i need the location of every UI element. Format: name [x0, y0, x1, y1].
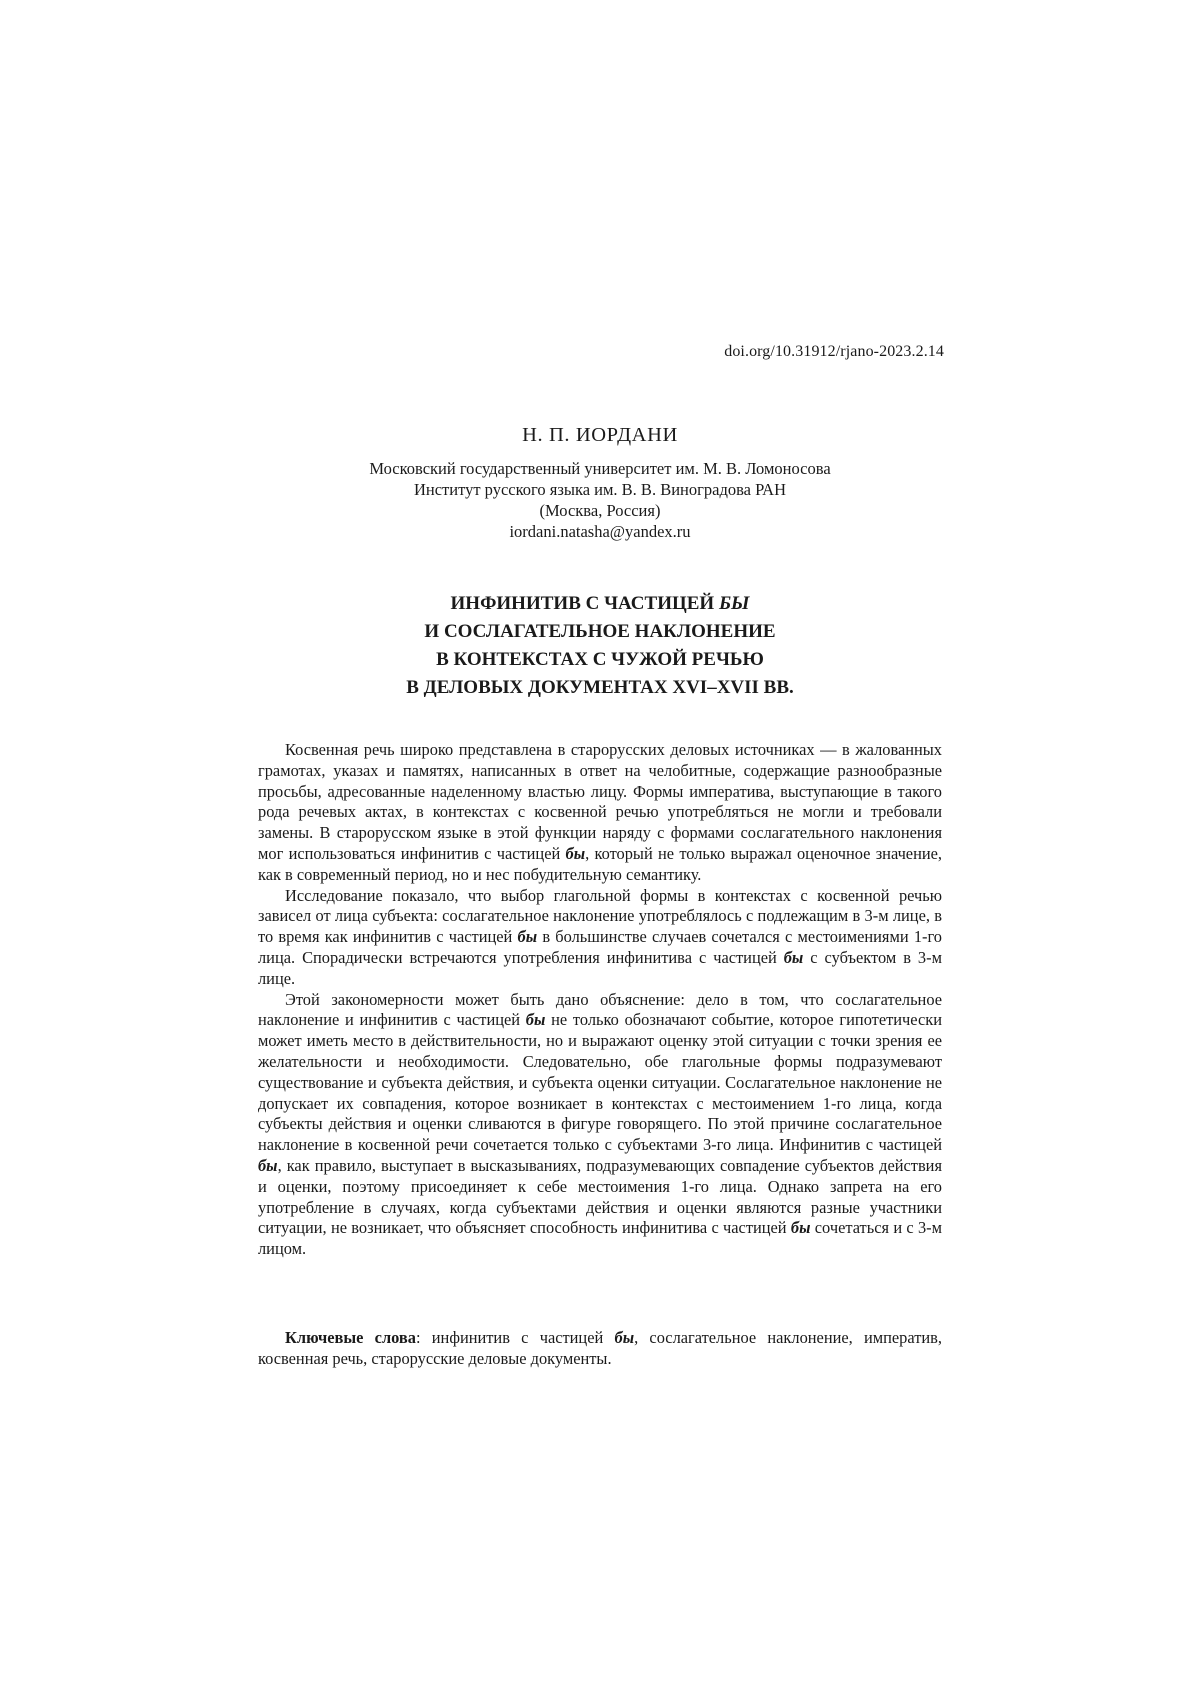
abstract	[258, 740, 942, 1260]
keywords-label: Ключевые слова	[285, 1328, 416, 1347]
abstract-p3-text-b: не только обозначают событие, которое гипотетически может иметь место в действительности, но и выражают оценку этой ситуации с точки зрения ее желательности и необходимости. Следовательно, обе глагольные формы подразумевают существование и субъекта действия, и субъекта оценки ситуации. Сослагательное наклонение не допускает их совпадения, которое возникает в контекстах с местоимением 1-го лица, когда субъекты действия и оценки сливаются в фигуре говорящего. По этой причине сослагательное наклонение в косвенной речи сочетается только с субъектами 3-го лица. Инфинитив с частицей	[258, 1010, 942, 1155]
keywords-text-a: : инфинитив с частицей	[415, 1328, 604, 1347]
author-name: Н. П. ИОРДАНИ	[522, 424, 678, 446]
abstract-p3-text-c: , как правило, выступает в высказываниях, подразумевающих совпадение субъектов действия и оценки, поэтому присоединяет к себе местоимения 1-го лица. Однако запрета на его употребление в случаях, когда субъектами действия и оценки являются разные участники ситуации, не возникает, что объясняет способность инфинитива с частицей	[258, 1155, 942, 1238]
abstract-paragraph-1	[258, 740, 942, 886]
abstract-p3-text-d: сочетаться и с 3-м лицом.	[258, 1218, 942, 1259]
abstract-p2-text-a: Исследование показало, что выбор глагольной формы в контекстах с косвенной речью зависел от лица субъекта: сослагательное наклонение употреблялось с подлежащим в 3-м лице, в то время как инфинитив с частицей	[258, 885, 942, 947]
particle-emphasis: бы	[614, 1328, 635, 1347]
affiliation-location: (Москва, Россия)	[539, 501, 661, 520]
paper-title	[258, 590, 942, 702]
abstract-paragraph-2	[258, 886, 942, 990]
particle-emphasis: бы	[565, 843, 586, 863]
author-email[interactable]: iordani.natasha@yandex.ru	[509, 522, 691, 541]
particle-emphasis: бы	[517, 927, 538, 947]
title-particle: БЫ	[718, 593, 750, 614]
affiliation-line-2: Институт русского языка им. В. В. Виноградова РАН	[413, 480, 787, 499]
title-line-3: В КОНТЕКСТАХ С ЧУЖОЙ РЕЧЬЮ	[436, 649, 764, 670]
doi-link[interactable]: doi.org/10.31912/rjano-2023.2.14	[724, 343, 944, 360]
keywords	[258, 1328, 942, 1370]
abstract-p2-text-c: с субъектом в 3-м лице.	[258, 947, 942, 988]
title-line-2: И СОСЛАГАТЕЛЬНОЕ НАКЛОНЕНИЕ	[424, 621, 776, 642]
title-line-1-text: ИНФИНИТИВ С ЧАСТИЦЕЙ	[450, 593, 715, 614]
abstract-paragraph-3	[258, 990, 942, 1260]
abstract-p3-text-a: Этой закономерности может быть дано объяснение: дело в том, что сослагательное наклонение и инфинитив с частицей	[258, 989, 942, 1030]
abstract-p2-text-b: в большинстве случаев сочетался с местоимениями 1-го лица. Спорадически встречаются употребления инфинитива с частицей	[258, 927, 942, 967]
title-line-4: В ДЕЛОВЫХ ДОКУМЕНТАХ XVI–XVII ВВ.	[406, 677, 794, 698]
affiliation-line-1: Московский государственный университет им. М. В. Ломоносова	[369, 459, 831, 478]
author-block	[258, 424, 942, 542]
keywords-text-b: , сослагательное наклонение, императив, косвенная речь, старорусские деловые документы.	[258, 1328, 942, 1368]
particle-emphasis: бы	[783, 947, 804, 967]
abstract-p1-text-a: Косвенная речь широко представлена в старорусских деловых источниках — в жалованных грамотах, указах и памятях, написанных в ответ на челобитные, содержащие разнообразные просьбы, адресованные наделенному властью лицу. Формы императива, выступающие в такого рода речевых актах, в контекстах с косвенной речью употребляться не могли и требовали замены. В старорусском языке в этой функции наряду с формами сослагательного наклонения мог использоваться инфинитив с частицей	[258, 740, 942, 863]
abstract-p1-text-b: , который не только выражал оценочное значение, как в современный период, но и нес побудительную семантику.	[258, 843, 942, 884]
particle-emphasis: бы	[790, 1218, 811, 1238]
particle-emphasis: бы	[525, 1010, 546, 1030]
particle-emphasis: бы	[258, 1155, 278, 1175]
title-line-1	[258, 590, 942, 618]
